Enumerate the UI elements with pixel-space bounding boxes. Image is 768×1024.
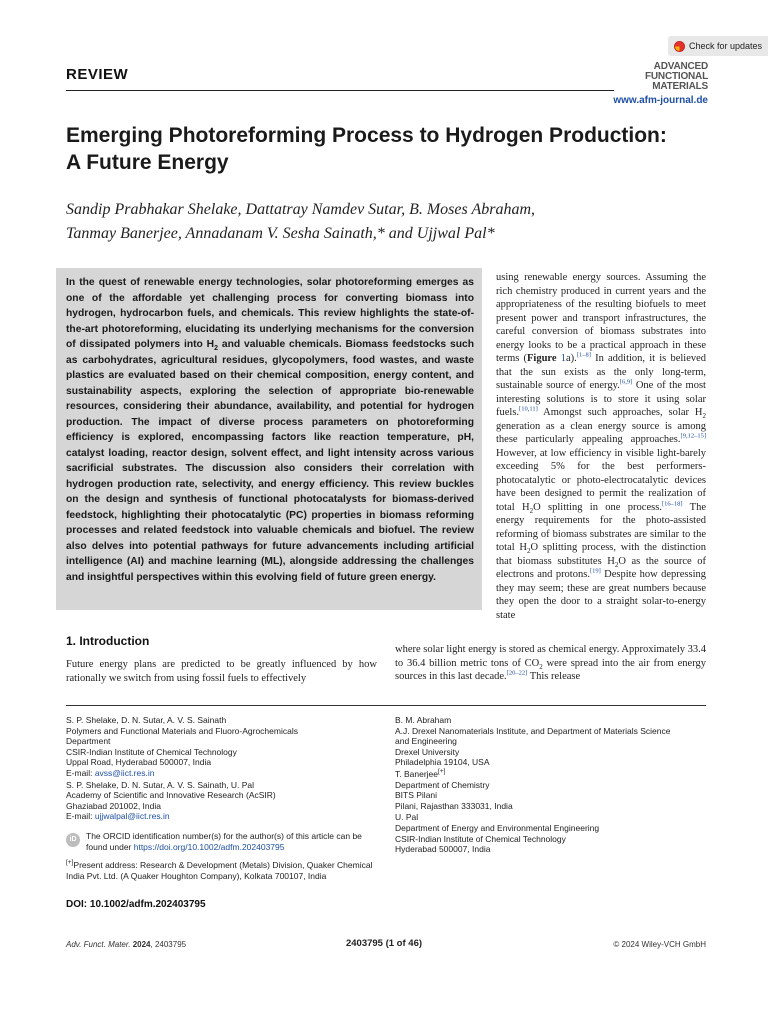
present-address-note (66, 860, 384, 881)
affiliation-line: CSIR-Indian Institute of Chemical Technology (395, 833, 566, 844)
text-run: using renewable energy sources. Assuming the rich chemistry produced in current years and the appropriateness of the resulting biofuels to meet present power and transport infrastructures, the careful conversion of biomass substrates into energy looks to be a practical approach in these terms ( (496, 272, 706, 364)
email-line (66, 768, 384, 779)
footer-journal-name: Adv. Funct. Mater. (66, 940, 131, 949)
text-run: In addition, it is believed that the sun exists as the only long-term, sustainable source of energy. (496, 353, 707, 391)
affiliation-line: Uppal Road, Hyderabad 500007, India (66, 757, 212, 768)
affiliation-line: Polymers and Functional Materials and Fluoro-Agrochemicals (66, 725, 298, 736)
text-run: Amongst such approaches, solar H (537, 407, 703, 418)
affiliation-line: BITS Pilani (395, 790, 438, 801)
text-run: Present address: Research & Development (Metals) Division, Quaker Chemical India Pvt. Ltd. (A Quaker Houghton Company), Kolkata 700107, India (66, 860, 373, 881)
abstract-part-1: In the quest of renewable energy technologies, solar photoreforming emerges as one of the affordable yet challenging process for converting biomass into hydrogen, hydrocarbon fuels, and chemicals. This review highlights the state-of-the-art photoreforming, elucidating its underlying mechanisms for the conversion of dissipated polymers into H (66, 277, 474, 350)
subscript: 2 (539, 662, 543, 671)
title-line-1: Emerging Photoreforming Process to Hydrogen Production: (66, 124, 667, 147)
text-run: The ORCID identification number(s) for the author(s) of this article can be found under (86, 831, 362, 852)
citation-link[interactable]: [9,12–15] (680, 432, 706, 440)
journal-logo-line-2: FUNCTIONAL (645, 71, 708, 82)
figure-link[interactable]: 1 (560, 353, 567, 364)
journal-logo (612, 62, 708, 92)
footnote-divider (66, 705, 706, 706)
email-line (66, 811, 384, 822)
author-list (66, 198, 716, 246)
article-title (66, 122, 716, 176)
affiliation-line: A.J. Drexel Nanomaterials Institute, and Department of Materials Science (395, 725, 671, 736)
page-number: 2403795 (1 of 46) (345, 938, 423, 949)
footnote-mark: [+] (438, 768, 446, 776)
affiliation-block (66, 780, 384, 822)
text-run: T. Banerjee (395, 768, 438, 779)
affiliation-block (395, 812, 707, 854)
citation-link[interactable]: [6,9] (619, 378, 633, 386)
text-run: a). (566, 353, 577, 364)
email-label: E-mail: (66, 811, 95, 822)
affiliation-line: Academy of Scientific and Innovative Research (AcSIR) (66, 790, 276, 801)
section-label: REVIEW (66, 66, 129, 83)
affiliation-authors (395, 769, 707, 780)
doi-label[interactable]: DOI: 10.1002/adfm.202403795 (66, 899, 206, 910)
text-run: This release (527, 671, 581, 682)
orcid-icon: iD (66, 833, 80, 847)
introduction-left-text: Future energy plans are predicted to be greatly influenced by how rationally we switch from using fossil fuels to effectively (66, 659, 377, 684)
citation-link[interactable]: [20–22] (506, 669, 528, 677)
affiliation-authors: S. P. Shelake, D. N. Sutar, A. V. S. Sainath, U. Pal (66, 779, 255, 790)
affiliation-line: Drexel University (395, 746, 460, 757)
abstract-subscript: 2 (214, 345, 219, 353)
affiliation-line: Department of Chemistry (395, 779, 490, 790)
affiliation-line: Hyderabad 500007, India (395, 844, 491, 855)
subscript: 2 (529, 506, 534, 515)
footer-article-number: , 2403795 (150, 940, 187, 949)
authors-line-1: Sandip Prabhakar Shelake, Dattatray Namdev Sutar, B. Moses Abraham, (66, 201, 535, 218)
right-column-text (496, 271, 706, 622)
email-link[interactable]: ujjwalpal@iict.res.in (94, 811, 170, 822)
subscript: 2 (702, 412, 706, 421)
abstract (66, 275, 474, 585)
citation-link[interactable]: [10,11] (519, 405, 538, 413)
copyright: © 2024 Wiley-VCH GmbH (613, 940, 706, 949)
section-heading-introduction: 1. Introduction (66, 634, 150, 648)
text-run: generation as a clean energy source is among these particularly appealing approaches. (496, 420, 706, 445)
affiliation-line: Ghaziabad 201002, India (66, 800, 161, 811)
email-link[interactable]: avss@iict.res.in (94, 767, 155, 778)
affiliation-line: Department (66, 736, 111, 747)
text-run: One of the most interesting solutions is to store it using solar fuels. (496, 380, 706, 418)
orcid-doi-link[interactable]: https://doi.org/10.1002/adfm.202403795 (133, 841, 285, 852)
text-run: O as the source of electrons and protons. (496, 555, 706, 580)
affiliation-line: and Engineering (395, 736, 457, 747)
text-run: where solar light energy is stored as chemical energy. Approximately 33.4 to 36.4 billion metric tons of CO (395, 644, 706, 669)
header-divider (66, 90, 614, 91)
affiliation-line: Pilani, Rajasthan 333031, India (395, 800, 513, 811)
affiliations-left (66, 715, 384, 823)
email-label: E-mail: (66, 767, 95, 778)
affiliation-authors: B. M. Abraham (395, 715, 452, 725)
text-run: Despite how depressing they may seem; these are great numbers because they open the door to a straight solar-to-energy state (496, 569, 706, 621)
affiliation-line: CSIR-Indian Institute of Chemical Technology (66, 746, 237, 757)
footnote-mark: [+] (66, 859, 74, 867)
text-run: The energy requirements for the photo-assisted reforming of biomass substrates are similar to the total H (496, 501, 706, 553)
affiliation-line: Department of Energy and Environmental Engineering (395, 822, 600, 833)
affiliation-authors: S. P. Shelake, D. N. Sutar, A. V. S. Sainath (66, 715, 227, 725)
subscript: 2 (526, 547, 531, 556)
affiliation-block (66, 715, 384, 779)
affiliation-line: Philadelphia 19104, USA (395, 757, 490, 768)
authors-line-2: Tanmay Banerjee, Annadanam V. Sesha Sainath,* and Ujjwal Pal* (66, 225, 495, 242)
text-run: O splitting in one process. (533, 501, 662, 513)
text-run: However, at low efficiency in visible light-barely exceeding 5% for the best performers-photocatalytic or photo-electrocatalytic devices have been designed to permit the realization of total H (496, 447, 706, 513)
citation-link[interactable]: [19] (589, 567, 601, 575)
title-line-2: A Future Energy (66, 151, 229, 174)
orcid-note (66, 831, 384, 852)
subscript: 2 (614, 560, 619, 569)
text-run: were spread into the air from energy sources in this last decade. (395, 657, 707, 682)
journal-logo-line-1: ADVANCED (653, 61, 708, 72)
citation-link[interactable]: [16–18] (661, 500, 683, 507)
introduction-right-text (395, 643, 706, 684)
affiliation-block (395, 769, 707, 811)
figure-label: Figure (527, 353, 557, 364)
citation-link[interactable]: [1–8] (576, 351, 591, 359)
footer-year: 2024 (132, 940, 151, 949)
check-for-updates-button[interactable] (668, 36, 768, 56)
affiliations-right (395, 715, 707, 856)
orcid-text (86, 831, 384, 852)
check-for-updates-label: Check for updates (689, 41, 763, 51)
affiliation-authors: U. Pal (395, 812, 419, 823)
affiliation-block (395, 715, 707, 768)
abstract-part-2: and valuable chemicals. Biomass feedstocks such as carbohydrates, agricultural residues, glycopolymers, food wastes, and waste plastics are evaluated based on their chemical composition, energy content, and sustainability aspects, exploring the selection of appropriate bio-renewable resources, considering their abundance, availability, and potential for hydrogen production. The impact of diverse process parameters on photoreforming efficiency is explored, encompassing factors like reaction temperature, pH, catalyst loading, reactor design, solvent effect, and light intensity across various sacrificial substrates. The discussion also considers their correlation with hydrogen production rate, selectivity, and energy efficiency. This review buckles on the design and synthesis of functional photocatalysts for biomass-derived feedstock, highlighting their photocatalytic (PC) properties in biomass reforming processes and related feedstock into valuable chemicals and biofuel. The review also delves into potential pathways for future advancements including artificial intelligence (AI) and machine learning (ML), alongside addressing the challenges and insightful perspectives within this evolving field of future green energy. (66, 339, 474, 583)
text-run: O splitting process, with the distinction that biomass substitutes H (496, 542, 706, 567)
journal-url-link[interactable]: www.afm-journal.de (613, 95, 708, 106)
crossmark-icon (674, 41, 685, 52)
journal-logo-line-3: MATERIALS (652, 81, 708, 92)
